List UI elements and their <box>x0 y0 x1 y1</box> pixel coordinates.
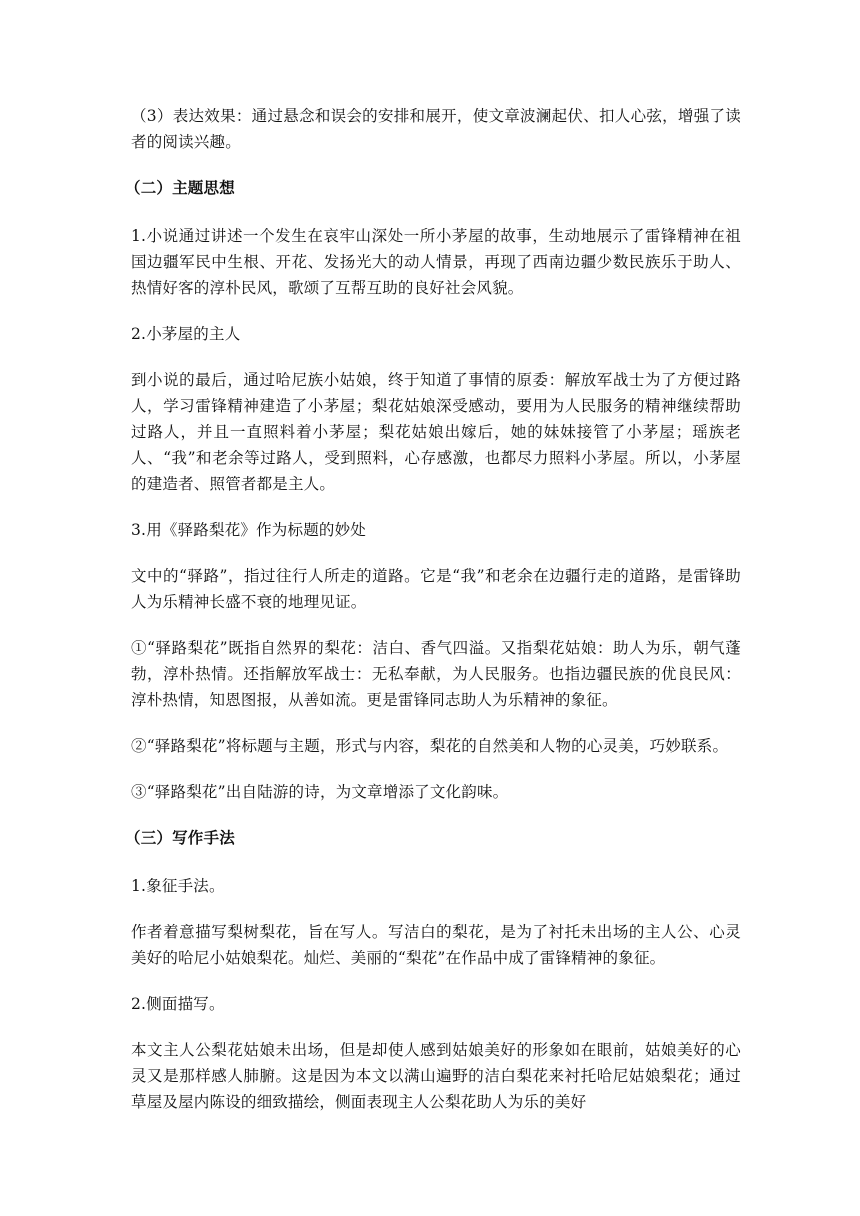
section-heading-theme: （二）主题思想 <box>125 179 235 197</box>
paragraph-theme-3-body: 文中的“驿路”，指过往行人所走的道路。它是“我”和老余在边疆行走的道路，是雷锋助人为乐精神长盛不衰的地理见证。 <box>131 567 741 611</box>
paragraph-theme-1: 1.小说通过讲述一个发生在哀牢山深处一所小茅屋的故事，生动地展示了雷锋精神在祖国边疆军民中生根、开花、发扬光大的动人情景，再现了西南边疆少数民族乐于助人、热情好客的淳朴民风，歌颂了互帮互助的良好社会风貌。 <box>131 227 741 297</box>
paragraph-writing-2-title: 2.侧面描写。 <box>131 995 225 1013</box>
document-page <box>125 103 741 1115</box>
paragraph-theme-2-body: 到小说的最后，通过哈尼族小姑娘，终于知道了事情的原委：解放军战士为了方便过路人，学习雷锋精神建造了小茅屋；梨花姑娘深受感动，要用为人民服务的精神继续帮助过路人，并且一直照料着小茅屋；梨花姑娘出嫁后，她的妹妹接管了小茅屋；瑶族老人、“我”和老余等过路人，受到照料，心存感激，也都尽力照料小茅屋。所以，小茅屋的建造者、照管者都是主人。 <box>131 371 741 493</box>
paragraph-theme-3-title: 3.用《驿路梨花》作为标题的妙处 <box>131 521 366 539</box>
paragraph-expression-effect: （3）表达效果：通过悬念和误会的安排和展开，使文章波澜起伏、扣人心弦，增强了读者的阅读兴趣。 <box>131 107 741 151</box>
paragraph-writing-2-body: 本文主人公梨花姑娘未出场，但是却使人感到姑娘美好的形象如在眼前，姑娘美好的心灵又是那样感人肺腑。这是因为本文以满山遍野的洁白梨花来衬托哈尼姑娘梨花；通过草屋及屋内陈设的细致描绘，侧面表现主人公梨花助人为乐的美好 <box>131 1041 741 1111</box>
paragraph-writing-1-title: 1.象征手法。 <box>131 877 225 895</box>
section-heading-writing: （三）写作手法 <box>125 829 235 847</box>
paragraph-writing-1-body: 作者着意描写梨树梨花，旨在写人。写洁白的梨花，是为了衬托未出场的主人公、心灵美好的哈尼小姑娘梨花。灿烂、美丽的“梨花”在作品中成了雷锋精神的象征。 <box>131 923 741 967</box>
paragraph-point-1: ①“驿路梨花”既指自然界的梨花：洁白、香气四溢。又指梨花姑娘：助人为乐，朝气蓬勃，淳朴热情。还指解放军战士：无私奉献，为人民服务。也指边疆民族的优良民风：淳朴热情，知恩图报，从善如流。更是雷锋同志助人为乐精神的象征。 <box>131 639 741 709</box>
paragraph-point-2: ②“驿路梨花”将标题与主题，形式与内容，梨花的自然美和人物的心灵美，巧妙联系。 <box>131 737 729 755</box>
paragraph-point-3: ③“驿路梨花”出自陆游的诗，为文章增添了文化韵味。 <box>131 783 509 801</box>
paragraph-theme-2-title: 2.小茅屋的主人 <box>131 325 241 343</box>
